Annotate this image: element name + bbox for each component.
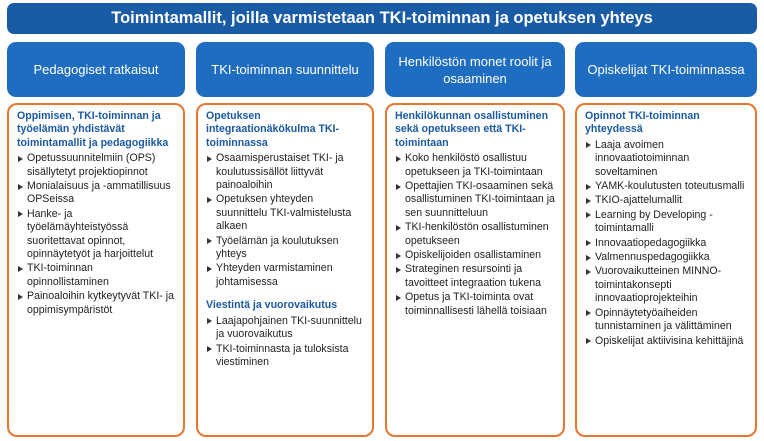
column-body-opiskelijat	[575, 103, 757, 437]
item-list	[206, 152, 365, 289]
list-item: Opetus ja TKI-toiminta ovat toiminnallisesti lähellä toisiaan	[395, 291, 556, 318]
list-item: TKI-henkilöstön osallistuminen opetukseen	[395, 221, 556, 248]
list-item: Laaja avoimen innovaatiotoiminnan soveltaminen	[585, 139, 748, 179]
column-body-henkilosto	[385, 103, 565, 437]
item-list	[585, 139, 748, 348]
list-item: Työelämän ja koulutuksen yhteys	[206, 235, 365, 262]
list-item: Osaamisperustaiset TKI- ja koulutussisällöt liittyvät painoaloihin	[206, 152, 365, 192]
list-item: Opetussuunnitelmiin (OPS) sisällytetyt projektiopinnot	[17, 152, 176, 179]
list-item: Opinnäytetyöaiheiden tunnistaminen ja välittäminen	[585, 307, 748, 334]
list-item: TKI-toiminnasta ja tuloksista viestiminen	[206, 343, 365, 370]
list-item: Painoaloihin kytkeytyvät TKI- ja oppimisympäristöt	[17, 290, 176, 317]
list-item: Innovaatiopedagogiikka	[585, 237, 748, 250]
list-item: Valmennuspedagogiikka	[585, 251, 748, 264]
section-title: Henkilökunnan osallistuminen sekä opetukseen että TKI-toimintaan	[395, 110, 549, 149]
section-title: Opinnot TKI-toiminnan yhteydessä	[585, 110, 700, 136]
list-item: TKI-toiminnan opinnollistaminen	[17, 262, 176, 289]
section-title: Viestintä ja vuorovaikutus	[206, 299, 338, 312]
item-list	[395, 152, 556, 318]
list-item: Learning by Developing -toimintamalli	[585, 209, 748, 236]
list-item: Strateginen resursointi ja tavoitteet integraation tukena	[395, 263, 556, 290]
list-item: Opiskelijoiden osallistaminen	[395, 249, 556, 262]
column-header-pedagogiset: Pedagogiset ratkaisut	[7, 42, 185, 97]
list-item: YAMK-koulutusten toteutusmalli	[585, 180, 748, 193]
section-title: Oppimisen, TKI-toiminnan ja työelämän yhdistävät toimintamallit ja pedagogiikka	[17, 110, 169, 149]
section-title: Opetuksen integraationäkökulma TKI-toiminnassa	[206, 110, 340, 149]
list-item: Opetuksen yhteyden suunnittelu TKI-valmistelusta alkaen	[206, 193, 365, 233]
column-header-suunnittelu: TKI-toiminnan suunnittelu	[196, 42, 374, 97]
list-item: Laajapohjainen TKI-suunnittelu ja vuorovaikutus	[206, 315, 365, 342]
list-item: Hanke- ja työelämäyhteistyössä suoritettavat opinnot, opinnäytetyöt ja harjoittelut	[17, 208, 176, 262]
item-list	[206, 315, 365, 370]
diagram-title: Toimintamallit, joilla varmistetaan TKI-toiminnan ja opetuksen yhteys	[7, 3, 757, 34]
list-item: Opiskelijat aktiivisina kehittäjinä	[585, 335, 748, 348]
list-item: Koko henkilöstö osallistuu opetukseen ja TKI-toimintaan	[395, 152, 556, 179]
column-header-opiskelijat: Opiskelijat TKI-toiminnassa	[575, 42, 757, 97]
list-item: Opettajien TKI-osaaminen sekä osallistuminen TKI-toimintaan ja sen suunnitteluun	[395, 180, 556, 220]
column-header-henkilosto: Henkilöstön monet roolit ja osaaminen	[385, 42, 565, 97]
list-item: Vuorovaikutteinen MINNO-toimintakonsepti innovaatioprojekteihin	[585, 265, 748, 305]
list-item: Monialaisuus ja -ammatillisuus OPSeissa	[17, 180, 176, 207]
list-item: TKIO-ajattelumallit	[585, 194, 748, 207]
column-body-pedagogiset	[7, 103, 185, 437]
list-item: Yhteyden varmistaminen johtamisessa	[206, 262, 365, 289]
column-body-suunnittelu	[196, 103, 374, 437]
item-list	[17, 152, 176, 317]
